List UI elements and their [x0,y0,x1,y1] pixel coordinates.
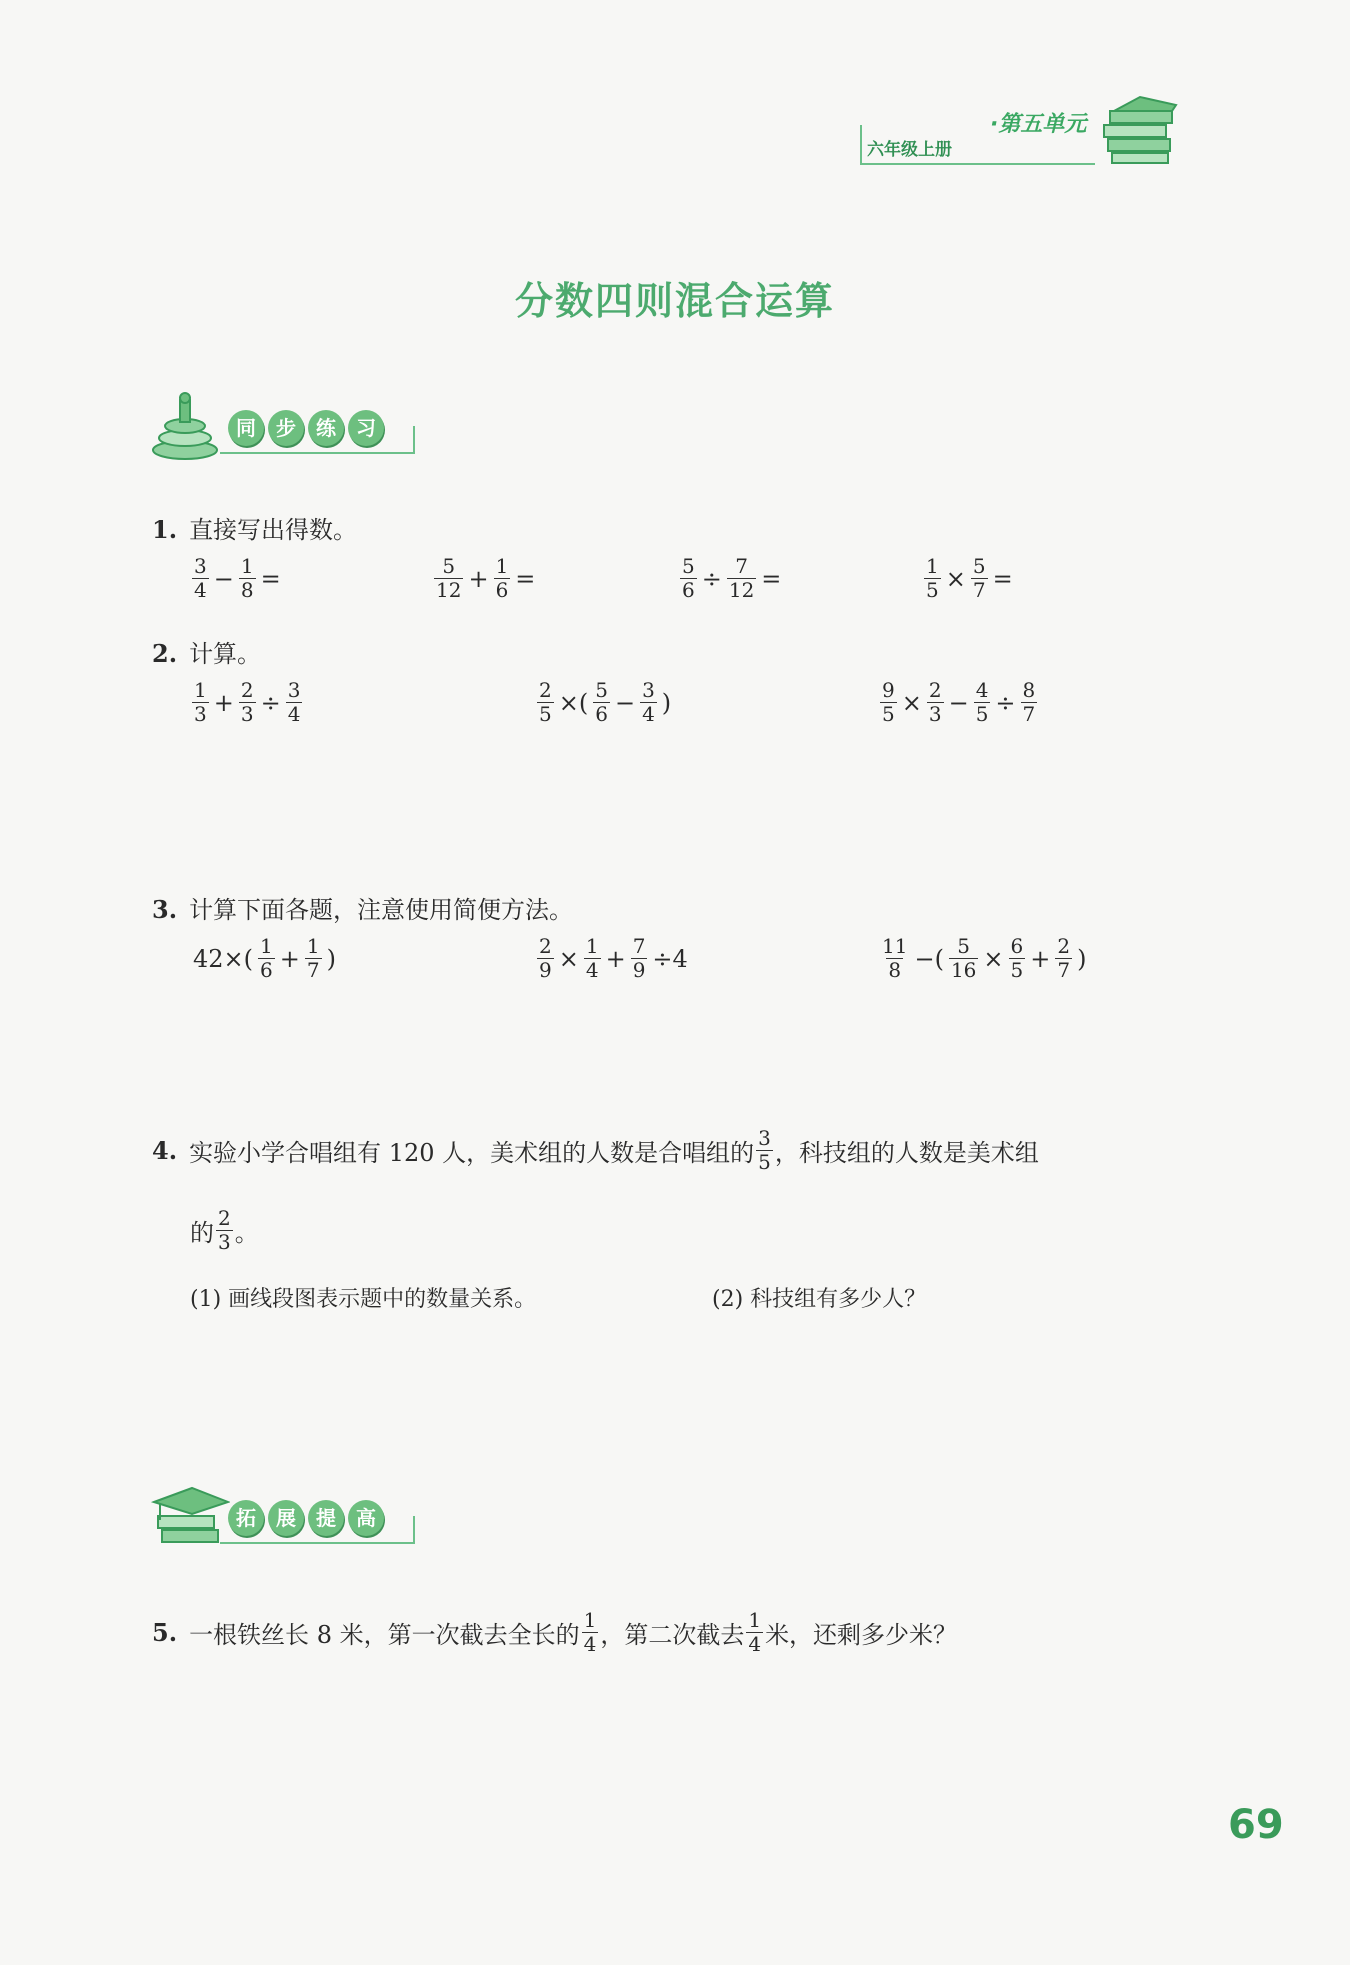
question-number: 2. [152,639,178,668]
section-underline-end [413,1516,415,1544]
denominator: 7 [1022,702,1036,726]
badge-char: 提 [308,1500,344,1536]
equals-sign: = [992,564,1013,593]
books-icon [1100,95,1180,167]
operator: + [279,944,300,973]
unit-label: ·第五单元 [990,112,1087,137]
page-title: 分数四则混合运算 [514,278,835,323]
denominator: 9 [632,958,646,982]
denominator: 4 [194,578,207,602]
operator: ×( [558,688,589,717]
question-number: 3. [152,895,178,924]
paren: ) [661,688,672,717]
denominator: 4 [642,702,655,726]
numerator: 5 [442,554,456,578]
bell-stack-icon [150,390,220,462]
header-underline [860,163,1095,165]
operator: ÷ [995,688,1016,717]
question-text: 一根铁丝长 8 米，第一次截去全长的 [189,1621,580,1649]
denominator: 6 [682,578,695,602]
paren: ) [326,944,336,973]
question-3 [152,890,573,925]
operator: − [614,688,636,717]
operator: −( [914,944,944,973]
denominator: 5 [882,702,895,726]
denominator: 5 [926,578,939,602]
question-number: 4. [152,1136,178,1165]
numerator: 4 [975,678,989,702]
denominator: 4 [748,1632,762,1656]
numerator: 7 [632,934,646,958]
section-extension-title [228,1500,388,1540]
badge-char: 拓 [228,1500,264,1536]
denominator: 3 [194,702,207,726]
numerator: 6 [1010,934,1024,958]
operator: × [983,944,1004,973]
numerator: 8 [1022,678,1036,702]
numerator: 1 [926,554,939,578]
denominator: 5 [975,702,989,726]
operator: + [468,564,489,593]
numerator: 1 [194,678,207,702]
equals-sign: = [761,564,782,593]
q3-expression-1 [190,936,339,981]
grade-label: 六年级上册 [867,140,952,160]
question-1 [152,510,357,545]
operator: + [213,688,234,717]
question-4-cont [190,1208,259,1253]
numerator: 1 [260,934,273,958]
q3-expression-2 [535,936,691,981]
q2-expression-3 [878,680,1039,725]
q1-expression-4 [922,556,1016,601]
numerator: 2 [539,678,552,702]
q1-expression-3 [678,556,784,601]
numerator: 7 [735,554,748,578]
question-text: 。 [234,1219,259,1247]
operator: × [558,944,579,973]
numerator: 2 [539,934,552,958]
numerator: 5 [595,678,608,702]
operator: ÷ [260,688,281,717]
question-text: 计算下面各题，注意使用简便方法。 [189,896,574,924]
operator: × [901,688,922,717]
question-text: ，科技组的人数是美术组 [774,1139,1039,1167]
numerator: 5 [682,554,695,578]
denominator: 6 [495,578,509,602]
section-practice-title [228,410,388,450]
denominator: 12 [436,578,462,602]
q2-expression-1 [190,680,304,725]
numerator: 2 [1057,934,1071,958]
q1-expression-2 [432,556,538,601]
section-extension [150,1480,450,1560]
denominator: 5 [758,1150,771,1174]
numerator: 2 [928,678,942,702]
numerator: 3 [642,678,655,702]
badge-char: 练 [308,410,344,446]
denominator: 6 [595,702,608,726]
question-4 [152,1128,1039,1173]
q1-expression-1 [190,556,284,601]
q2-expression-2 [535,680,674,725]
denominator: 4 [287,702,301,726]
operator: ÷4 [652,944,688,973]
equals-sign: = [515,564,536,593]
paren: ) [1077,944,1087,973]
denominator: 3 [928,702,942,726]
numerator: 11 [882,934,908,958]
grad-cap-books-icon [150,1480,230,1552]
question-2 [152,634,261,669]
section-practice [150,390,450,470]
numerator: 2 [240,678,254,702]
denominator: 12 [728,578,755,602]
operator: − [213,564,234,593]
question-text: ，第二次截去 [600,1621,745,1649]
q3-expression-3 [878,936,1089,981]
denominator: 3 [240,702,254,726]
question-text: 的 [190,1219,214,1247]
question-text: 直接写出得数。 [189,516,358,544]
numerator: 1 [495,554,509,578]
numerator: 1 [585,934,599,958]
numerator: 3 [194,554,207,578]
denominator: 6 [260,958,273,982]
denominator: 16 [950,958,977,982]
numerator: 1 [240,554,254,578]
numerator: 5 [957,934,971,958]
denominator: 7 [1057,958,1071,982]
section-underline [220,452,415,454]
page-number: 69 [1228,1802,1284,1848]
denominator: 4 [585,958,599,982]
denominator: 7 [306,958,320,982]
denominator: 5 [539,702,552,726]
operator: + [1030,944,1051,973]
header-divider [860,125,862,165]
question-number: 1. [152,515,178,544]
operator: − [948,688,969,717]
badge-char: 展 [268,1500,304,1536]
badge-char: 步 [268,410,304,446]
question-text: 米，还剩多少米？ [765,1621,958,1649]
numerator: 1 [583,1608,597,1632]
operator: 42×( [193,944,254,973]
operator: ÷ [701,564,722,593]
numerator: 1 [748,1608,762,1632]
question-number: 5. [152,1618,178,1647]
q4-sub-2: (2) 科技组有多少人？ [712,1287,927,1312]
denominator: 3 [218,1230,231,1254]
unit-header [850,95,1180,170]
denominator: 8 [888,958,902,982]
numerator: 1 [306,934,320,958]
question-5 [152,1610,957,1655]
numerator: 2 [218,1206,231,1230]
denominator: 8 [240,578,254,602]
numerator: 9 [882,678,895,702]
operator: × [945,564,966,593]
section-underline [220,1542,415,1544]
denominator: 9 [539,958,552,982]
question-text: 实验小学合唱组有 120 人，美术组的人数是合唱组的 [189,1139,755,1167]
badge-char: 高 [348,1500,384,1536]
denominator: 5 [1010,958,1024,982]
equals-sign: = [260,564,281,593]
section-underline-end [413,426,415,454]
operator: + [605,944,626,973]
badge-char: 习 [348,410,384,446]
denominator: 4 [583,1632,597,1656]
numerator: 3 [758,1126,771,1150]
numerator: 3 [287,678,301,702]
question-text: 计算。 [189,640,262,668]
denominator: 7 [972,578,986,602]
numerator: 5 [972,554,986,578]
q4-sub-1: (1) 画线段图表示题中的数量关系。 [190,1287,537,1312]
badge-char: 同 [228,410,264,446]
